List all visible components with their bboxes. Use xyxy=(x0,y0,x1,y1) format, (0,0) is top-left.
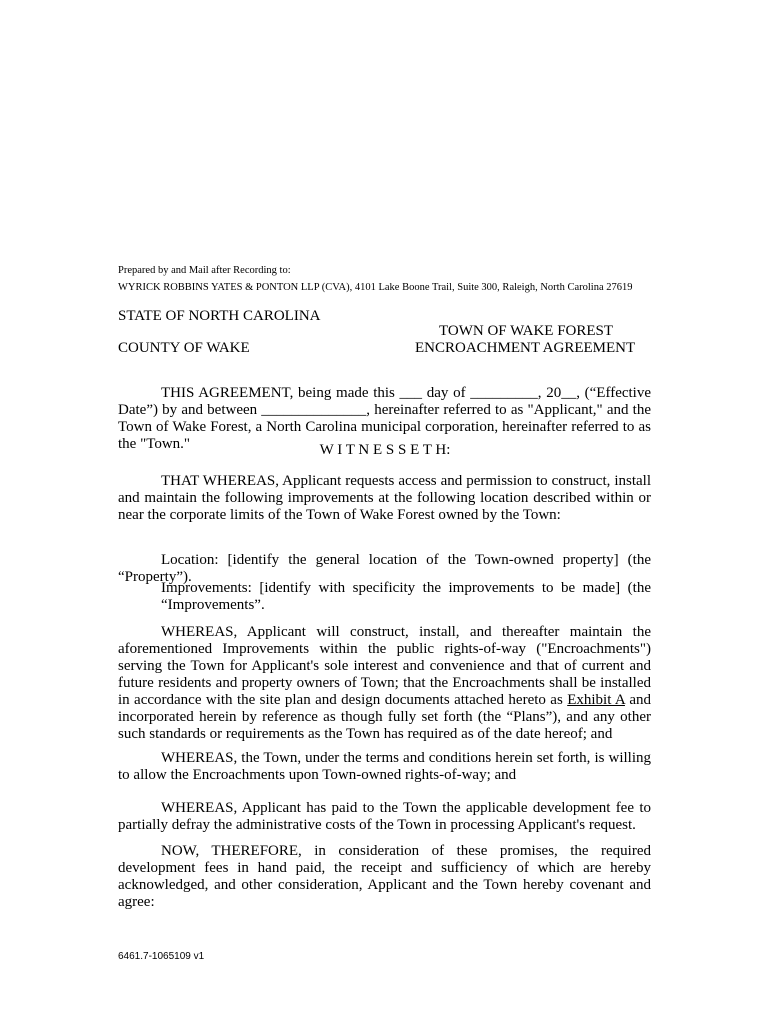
whereas-access-paragraph xyxy=(118,473,651,524)
now-therefore-paragraph xyxy=(118,843,651,911)
state-caption: STATE OF NORTH CAROLINA xyxy=(118,308,321,324)
whereas-fee-paragraph xyxy=(118,800,651,834)
whereas-construct-text-start: WHEREAS, Applicant will construct, install, and thereafter maintain the aforementioned Improvements within the public rights-of-way ("Encroachments") serving the Town for Applicant's sole interest and convenience and that of current and future residents and property owners of Town; that the Encroachments shall be installed in accordance with the site plan and design documents attached hereto as xyxy=(118,624,651,708)
improvements-text: Improvements: [identify with specificity the improvements to be made] (the “Improvements”. xyxy=(161,580,651,613)
town-caption: TOWN OF WAKE FOREST xyxy=(439,323,614,339)
county-caption: COUNTY OF WAKE xyxy=(118,340,250,356)
whereas-willing-text: WHEREAS, the Town, under the terms and conditions herein set forth, is willing to allow the Encroachments upon Town-owned rights-of-way; and xyxy=(118,750,651,783)
witnesseth-heading: W I T N E S S E T H: xyxy=(319,442,451,458)
whereas-construct-text xyxy=(118,624,651,743)
improvements-paragraph xyxy=(161,580,651,614)
whereas-willing-paragraph xyxy=(118,750,651,784)
firm-address-line: WYRICK ROBBINS YATES & PONTON LLP (CVA), 4101 Lake Boone Trail, Suite 300, Raleigh, North Carolina 27619 xyxy=(118,282,633,293)
whereas-access-text: THAT WHEREAS, Applicant requests access and permission to construct, install and maintain the following improvements at the following location described within or near the corporate limits of the Town of Wake Forest owned by the Town: xyxy=(118,473,651,523)
prepared-by-line: Prepared by and Mail after Recording to: xyxy=(118,265,291,276)
exhibit-a-reference: Exhibit A xyxy=(567,692,625,708)
whereas-construct-text-end: and incorporated herein by reference as though fully set forth (the “Plans”), and any other such standards or requirements as the Town has required as of the date hereof; and xyxy=(118,692,651,742)
agreement-title: ENCROACHMENT AGREEMENT xyxy=(415,340,636,356)
location-text: Location: [identify the general location of the Town-owned property] (the “Property”). xyxy=(118,552,651,585)
whereas-fee-text: WHEREAS, Applicant has paid to the Town the applicable development fee to partially defray the administrative costs of the Town in processing Applicant's request. xyxy=(118,800,651,833)
now-therefore-text: NOW, THEREFORE, in consideration of these promises, the required development fees in hand paid, the receipt and sufficiency of which are hereby acknowledged, and other consideration, Applicant and the Town hereby covenant and agree: xyxy=(118,843,651,910)
whereas-construct-paragraph xyxy=(118,624,651,743)
document-id-footer: 6461.7-1065109 v1 xyxy=(118,951,205,962)
intro-text: THIS AGREEMENT, being made this ___ day of _________, 20__, (“Effective Date”) by and between ______________, hereinafter referred to as "Applicant," and the Town of Wake Forest, a North Carolina municipal corporation, hereinafter referred to as the "Town." xyxy=(118,385,651,452)
